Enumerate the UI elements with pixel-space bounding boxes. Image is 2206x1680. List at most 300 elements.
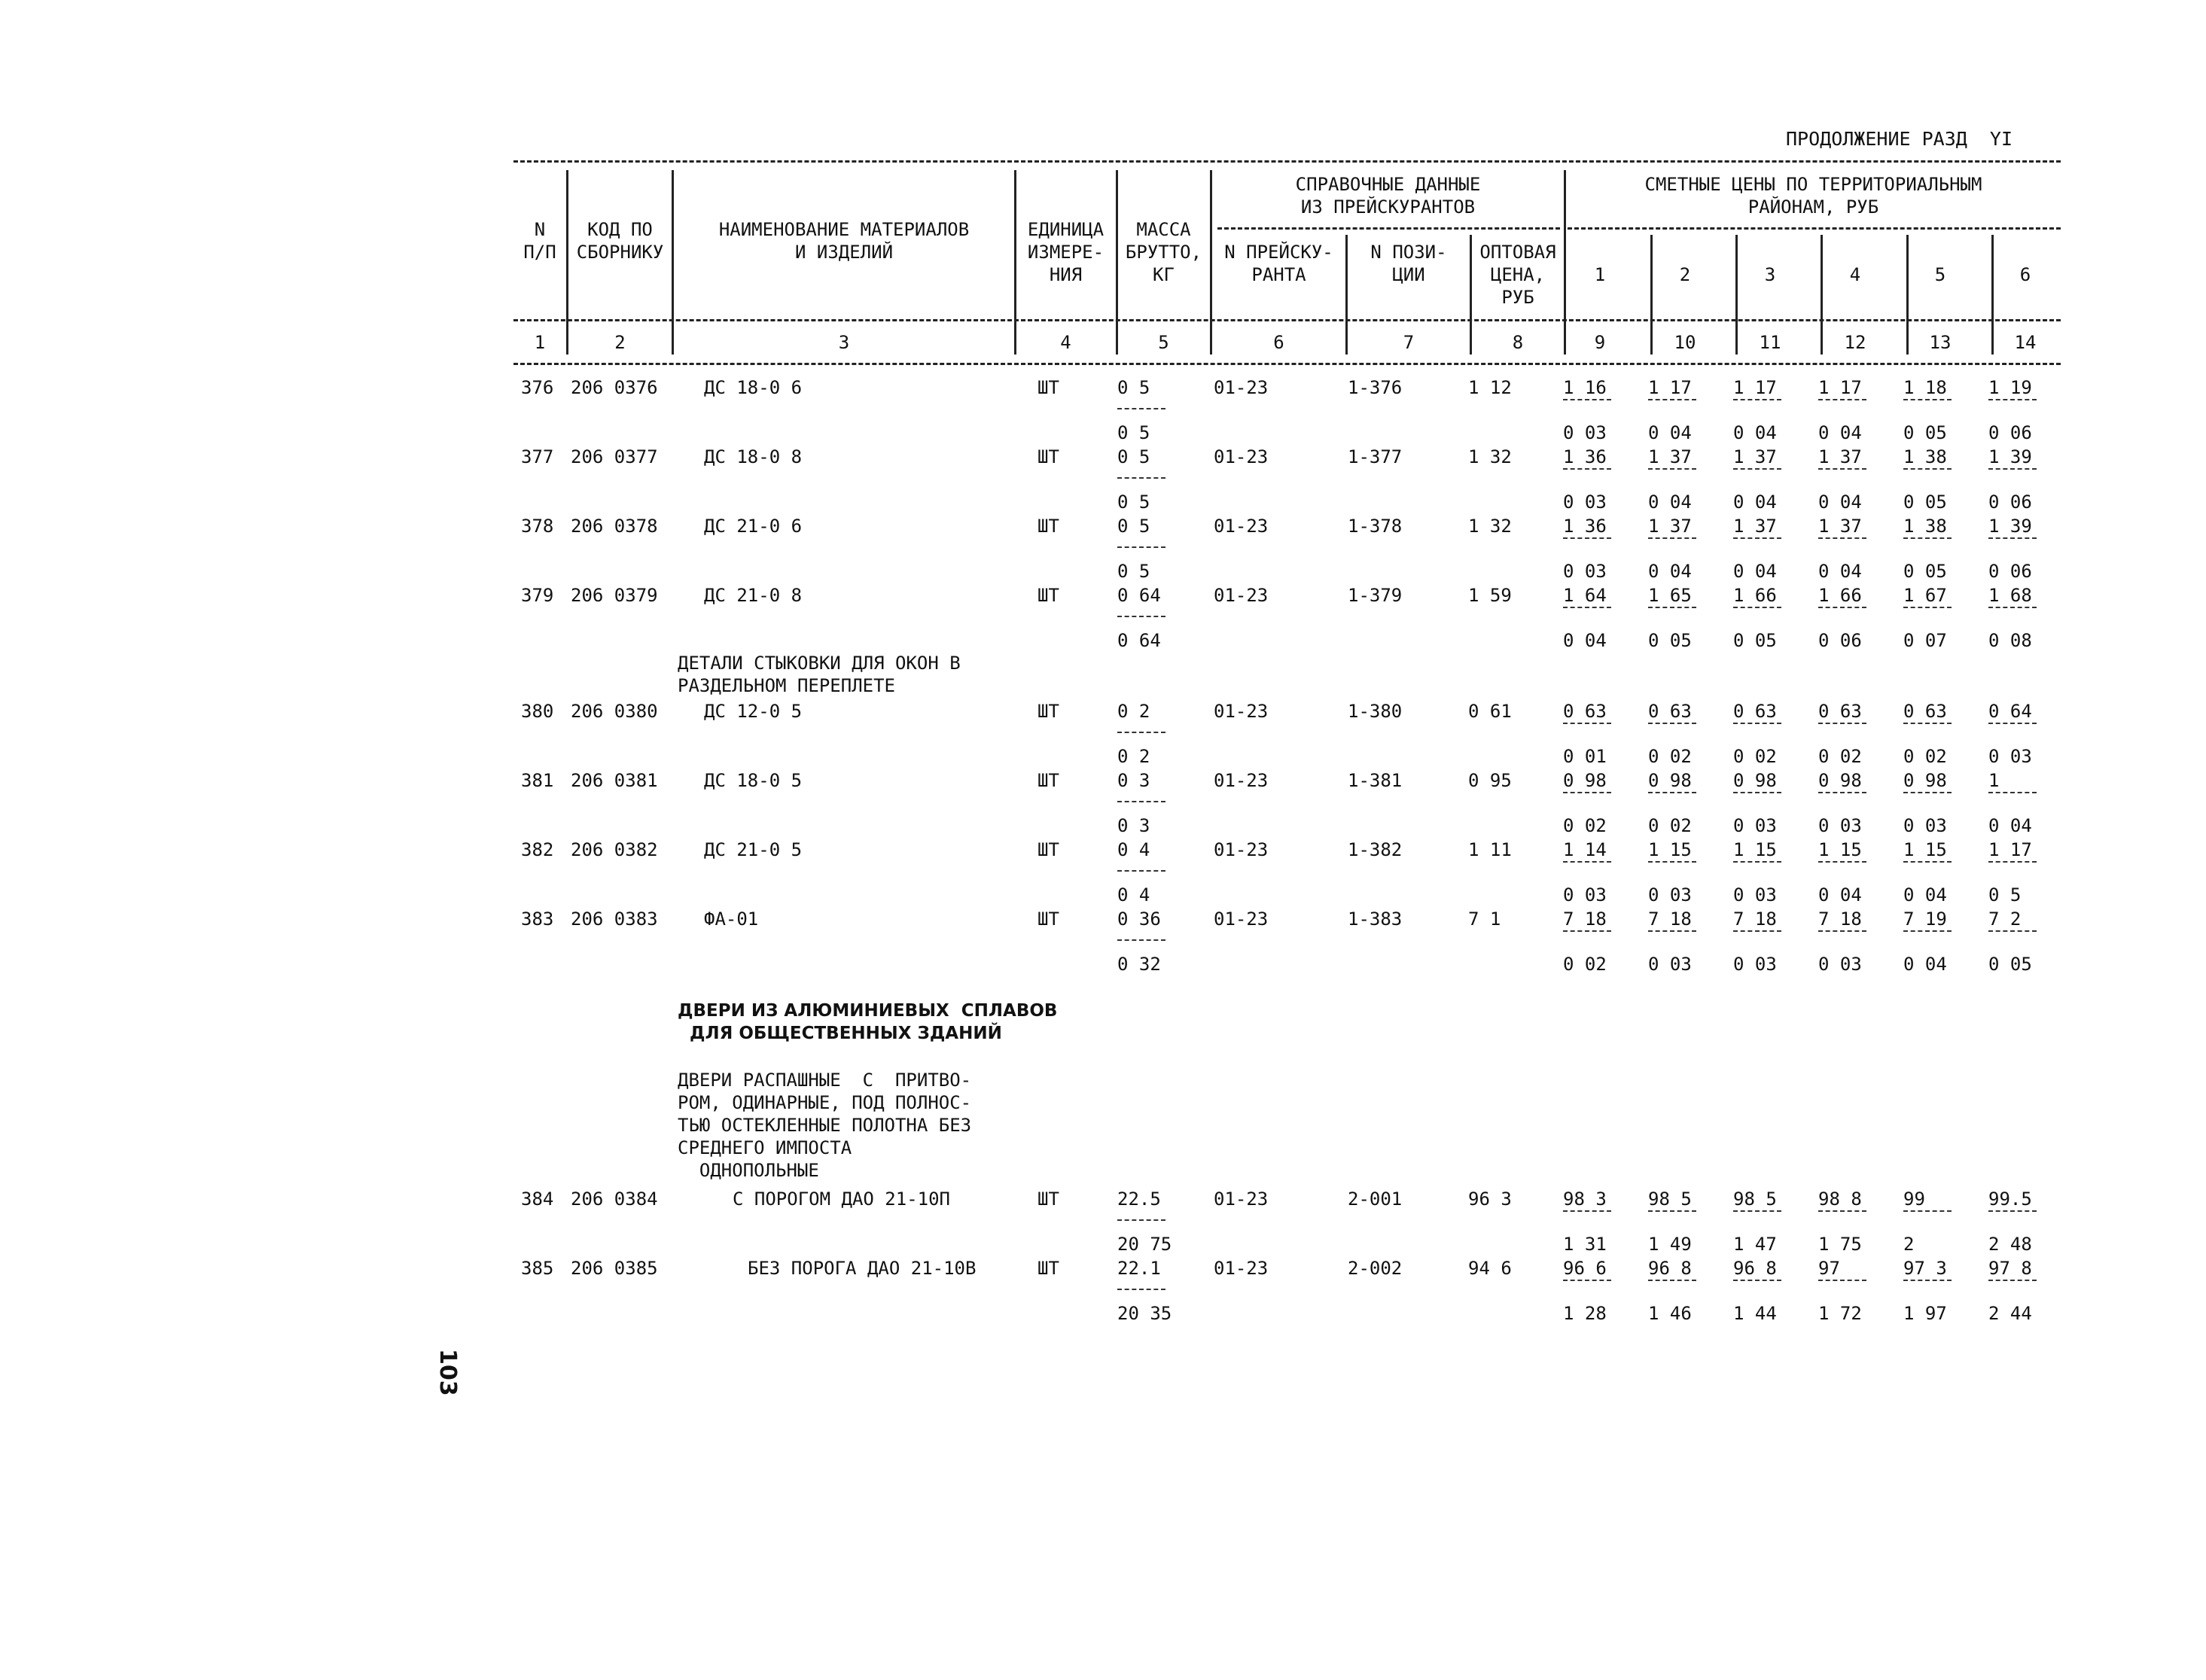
row-estimate-transport: 0 03	[1563, 422, 1607, 443]
row-pricelist: 01-23	[1214, 701, 1269, 722]
district-header: 4	[1849, 264, 1861, 285]
row-mass-net: 0 5	[1117, 422, 1150, 443]
row-name: БЕЗ ПОРОГА ДАО 21-10В	[748, 1258, 977, 1279]
district-header: 2	[1679, 264, 1691, 285]
row-estimate-transport: 0 02	[1818, 746, 1862, 767]
row-unit: ШТ	[1037, 446, 1059, 467]
fraction-rule	[1733, 1210, 1781, 1212]
fraction-rule	[1818, 930, 1866, 932]
row-code: 206 0379	[571, 585, 658, 606]
row-estimate-price: 0 98	[1818, 770, 1862, 791]
fraction-rule	[1648, 930, 1696, 932]
row-mass-net: 20 75	[1117, 1234, 1172, 1255]
fraction-rule	[1903, 792, 1952, 793]
row-name: ДС 12-0 5	[704, 701, 803, 722]
column-number: 13	[1929, 332, 1952, 353]
row-pricelist: 01-23	[1214, 839, 1269, 860]
row-position: 1-378	[1348, 516, 1403, 537]
fraction-rule	[1563, 1280, 1611, 1281]
row-estimate-price: 97 3	[1903, 1258, 1947, 1279]
column-number: 1	[534, 332, 546, 353]
district-header: 6	[2019, 264, 2031, 285]
row-estimate-price: 1 64	[1563, 585, 1607, 606]
row-estimate-transport: 0 04	[1818, 492, 1862, 513]
row-estimate-price: 0 64	[1988, 701, 2032, 722]
fraction-rule	[1988, 468, 2037, 470]
row-estimate-transport: 0 05	[1903, 422, 1947, 443]
row-estimate-price: 1 37	[1648, 516, 1692, 537]
section-text: ОДНОПОЛЬНЫЕ	[678, 1160, 819, 1181]
row-pricelist: 01-23	[1214, 1188, 1269, 1210]
header-mass: КГ	[1153, 264, 1175, 285]
row-code: 206 0378	[571, 516, 658, 537]
section-text: ДЕТАЛИ СТЫКОВКИ ДЛЯ ОКОН В	[678, 653, 961, 674]
row-mass: 0 4	[1117, 839, 1150, 860]
fraction-rule	[1818, 1210, 1866, 1212]
row-estimate-price: 1 14	[1563, 839, 1607, 860]
fraction-rule	[1648, 537, 1696, 539]
fraction-rule	[1648, 607, 1696, 608]
fraction-rule	[1648, 861, 1696, 863]
row-estimate-transport: 1 97	[1903, 1303, 1947, 1324]
fraction-rule	[1818, 607, 1866, 608]
row-position: 2-001	[1348, 1188, 1403, 1210]
row-estimate-transport: 0 04	[1903, 884, 1947, 905]
fraction-rule	[1563, 537, 1611, 539]
row-position: 1-377	[1348, 446, 1403, 467]
est-group-rule	[1568, 227, 2061, 230]
row-wholesale-price: 1 32	[1468, 516, 1512, 537]
row-mass: 0 64	[1117, 585, 1161, 606]
fraction-rule	[1818, 399, 1866, 400]
fraction-rule	[1648, 468, 1696, 470]
fraction-rule	[1988, 1210, 2037, 1212]
row-estimate-price: 96 6	[1563, 1258, 1607, 1279]
header-pricelist: N ПРЕЙСКУ-	[1224, 242, 1333, 263]
row-estimate-price: 98 5	[1733, 1188, 1777, 1210]
row-wholesale-price: 1 11	[1468, 839, 1512, 860]
row-mass-net: 20 35	[1117, 1303, 1172, 1324]
fraction-rule	[1563, 930, 1611, 932]
header-name: И ИЗДЕЛИЙ	[794, 242, 894, 263]
fraction-rule	[1818, 537, 1866, 539]
row-number: 385	[521, 1258, 554, 1279]
row-pricelist: 01-23	[1214, 446, 1269, 467]
row-mass-net: 0 5	[1117, 492, 1150, 513]
row-mass: 22.1	[1117, 1258, 1161, 1279]
row-estimate-transport: 0 02	[1648, 746, 1692, 767]
fraction-rule	[1733, 468, 1781, 470]
row-unit: ШТ	[1037, 839, 1059, 860]
fraction-rule	[1563, 607, 1611, 608]
header-name: НАИМЕНОВАНИЕ МАТЕРИАЛОВ	[718, 219, 970, 240]
column-number: 8	[1512, 332, 1524, 353]
row-estimate-price: 0 63	[1733, 701, 1777, 722]
row-estimate-transport: 0 08	[1988, 630, 2032, 651]
section-heading: ДЛЯ ОБЩЕСТВЕННЫХ ЗДАНИЙ	[678, 1024, 1002, 1043]
row-estimate-price: 1 15	[1733, 839, 1777, 860]
row-estimate-price: 1 37	[1818, 446, 1862, 467]
column-number: 10	[1674, 332, 1696, 353]
row-estimate-price: 96 8	[1733, 1258, 1777, 1279]
row-estimate-price: 1 37	[1648, 446, 1692, 467]
district-header: 1	[1594, 264, 1606, 285]
header-position: N ПОЗИ-	[1370, 242, 1447, 263]
row-estimate-price: 7 18	[1563, 908, 1607, 930]
row-mass: 22.5	[1117, 1188, 1161, 1210]
row-estimate-transport: 0 5	[1988, 884, 2022, 905]
row-mass: 0 5	[1117, 446, 1150, 467]
fraction-rule	[1117, 1289, 1165, 1290]
district-header: 5	[1934, 264, 1946, 285]
row-code: 206 0385	[571, 1258, 658, 1279]
row-unit: ШТ	[1037, 770, 1059, 791]
fraction-rule	[1733, 399, 1781, 400]
continuation-label: ПРОДОЛЖЕНИЕ РАЗД YI	[1786, 128, 2013, 150]
fraction-rule	[1648, 1280, 1696, 1281]
row-estimate-price: 0 98	[1648, 770, 1692, 791]
row-estimate-price: 7 19	[1903, 908, 1947, 930]
section-text: ТЬЮ ОСТЕКЛЕННЫЕ ПОЛОТНА БЕЗ	[678, 1115, 972, 1136]
row-mass-net: 0 4	[1117, 884, 1150, 905]
header-unit: НИЯ	[1049, 264, 1083, 285]
fraction-rule	[1117, 616, 1165, 617]
row-estimate-price: 1 15	[1818, 839, 1862, 860]
fraction-rule	[1563, 1210, 1611, 1212]
row-estimate-transport: 0 03	[1903, 815, 1947, 836]
row-estimate-price: 1 36	[1563, 446, 1607, 467]
row-mass-net: 0 3	[1117, 815, 1150, 836]
row-estimate-transport: 0 04	[1648, 422, 1692, 443]
row-estimate-transport: 0 05	[1903, 492, 1947, 513]
row-number: 381	[521, 770, 554, 791]
header-unit: ЕДИНИЦА	[1027, 219, 1105, 240]
row-estimate-price: 96 8	[1648, 1258, 1692, 1279]
row-position: 1-383	[1348, 908, 1403, 930]
row-position: 1-382	[1348, 839, 1403, 860]
row-estimate-transport: 0 03	[1563, 561, 1607, 582]
row-pricelist: 01-23	[1214, 908, 1269, 930]
row-unit: ШТ	[1037, 1188, 1059, 1210]
row-estimate-transport: 0 03	[1648, 884, 1692, 905]
row-unit: ШТ	[1037, 908, 1059, 930]
row-number: 384	[521, 1188, 554, 1210]
row-estimate-price: 98 8	[1818, 1188, 1862, 1210]
row-estimate-price: 7 18	[1733, 908, 1777, 930]
row-estimate-price: 97 8	[1988, 1258, 2032, 1279]
row-estimate-transport: 0 04	[1988, 815, 2032, 836]
column-number: 5	[1158, 332, 1169, 353]
row-estimate-transport: 1 49	[1648, 1234, 1692, 1255]
row-estimate-transport: 0 02	[1648, 815, 1692, 836]
fraction-rule	[1117, 870, 1165, 872]
row-estimate-transport: 0 03	[1818, 815, 1862, 836]
ref-group-rule	[1217, 227, 1560, 230]
row-estimate-transport: 0 03	[1563, 492, 1607, 513]
row-estimate-price: 7 18	[1818, 908, 1862, 930]
row-estimate-price: 1 37	[1733, 446, 1777, 467]
row-estimate-price: 1 17	[1818, 377, 1862, 398]
row-estimate-price: 1	[1988, 770, 2000, 791]
row-estimate-price: 7 2	[1988, 908, 2022, 930]
row-estimate-transport: 0 04	[1733, 561, 1777, 582]
fraction-rule	[1733, 607, 1781, 608]
row-estimate-transport: 0 03	[1563, 884, 1607, 905]
row-code: 206 0381	[571, 770, 658, 791]
header-code: СБОРНИКУ	[576, 242, 664, 263]
row-estimate-transport: 0 05	[1733, 630, 1777, 651]
row-wholesale-price: 1 12	[1468, 377, 1512, 398]
row-estimate-transport: 0 06	[1818, 630, 1862, 651]
colnum-bottom-rule	[513, 363, 2061, 365]
row-estimate-price: 99.5	[1988, 1188, 2032, 1210]
row-estimate-price: 1 16	[1563, 377, 1607, 398]
fraction-rule	[1733, 1280, 1781, 1281]
header-position: ЦИИ	[1392, 264, 1425, 285]
row-estimate-transport: 1 75	[1818, 1234, 1862, 1255]
row-estimate-transport: 0 03	[1733, 954, 1777, 975]
fraction-rule	[1988, 792, 2037, 793]
row-name: ДС 21-0 8	[704, 585, 803, 606]
row-wholesale-price: 1 32	[1468, 446, 1512, 467]
row-estimate-transport: 2 48	[1988, 1234, 2032, 1255]
fraction-rule	[1988, 861, 2037, 863]
row-mass-net: 0 5	[1117, 561, 1150, 582]
fraction-rule	[1117, 477, 1165, 479]
row-pricelist: 01-23	[1214, 585, 1269, 606]
row-estimate-transport: 0 06	[1988, 492, 2032, 513]
row-estimate-transport: 0 07	[1903, 630, 1947, 651]
fraction-rule	[1903, 607, 1952, 608]
fraction-rule	[1903, 1210, 1952, 1212]
fraction-rule	[1988, 930, 2037, 932]
fraction-rule	[1563, 399, 1611, 400]
row-estimate-price: 0 63	[1563, 701, 1607, 722]
row-estimate-transport: 0 02	[1903, 746, 1947, 767]
row-estimate-price: 98 3	[1563, 1188, 1607, 1210]
row-estimate-transport: 0 04	[1903, 954, 1947, 975]
row-estimate-price: 1 67	[1903, 585, 1947, 606]
row-estimate-price: 0 98	[1563, 770, 1607, 791]
row-wholesale-price: 94 6	[1468, 1258, 1512, 1279]
column-number: 4	[1060, 332, 1071, 353]
section-heading: ДВЕРИ ИЗ АЛЮМИНИЕВЫХ СПЛАВОВ	[678, 1001, 1058, 1021]
header-bottom-rule	[513, 319, 2061, 321]
fraction-rule	[1733, 930, 1781, 932]
row-estimate-transport: 0 04	[1733, 492, 1777, 513]
table-top-rule	[513, 160, 2061, 163]
section-text: СРЕДНЕГО ИМПОСТА	[678, 1137, 852, 1158]
fraction-rule	[1903, 1280, 1952, 1281]
row-estimate-transport: 0 01	[1563, 746, 1607, 767]
row-estimate-price: 0 63	[1818, 701, 1862, 722]
row-estimate-transport: 2 44	[1988, 1303, 2032, 1324]
fraction-rule	[1818, 468, 1866, 470]
fraction-rule	[1818, 1280, 1866, 1281]
row-estimate-transport: 0 05	[1648, 630, 1692, 651]
fraction-rule	[1903, 930, 1952, 932]
fraction-rule	[1988, 1280, 2037, 1281]
fraction-rule	[1117, 801, 1165, 802]
row-estimate-price: 1 17	[1648, 377, 1692, 398]
row-estimate-price: 0 98	[1733, 770, 1777, 791]
row-estimate-transport: 0 04	[1648, 492, 1692, 513]
column-number: 9	[1594, 332, 1606, 353]
fraction-rule	[1903, 861, 1952, 863]
fraction-rule	[1563, 861, 1611, 863]
row-estimate-transport: 0 02	[1563, 954, 1607, 975]
row-code: 206 0380	[571, 701, 658, 722]
row-estimate-price: 1 15	[1903, 839, 1947, 860]
row-estimate-price: 99	[1903, 1188, 1925, 1210]
row-estimate-price: 1 15	[1648, 839, 1692, 860]
page-number: 103	[434, 1349, 461, 1396]
row-name: С ПОРОГОМ ДАО 21-10П	[733, 1188, 950, 1210]
row-estimate-transport: 1 44	[1733, 1303, 1777, 1324]
header-unit: ИЗМЕРЕ-	[1027, 242, 1105, 263]
row-pricelist: 01-23	[1214, 770, 1269, 791]
fraction-rule	[1818, 861, 1866, 863]
fraction-rule	[1903, 399, 1952, 400]
column-number: 11	[1759, 332, 1781, 353]
row-number: 378	[521, 516, 554, 537]
row-pricelist: 01-23	[1214, 1258, 1269, 1279]
fraction-rule	[1733, 861, 1781, 863]
header-n: П/П	[523, 242, 556, 263]
fraction-rule	[1903, 723, 1952, 724]
row-code: 206 0376	[571, 377, 658, 398]
header-wholesale: РУБ	[1501, 287, 1534, 308]
row-code: 206 0382	[571, 839, 658, 860]
fraction-rule	[1818, 792, 1866, 793]
fraction-rule	[1988, 537, 2037, 539]
column-number: 6	[1273, 332, 1284, 353]
fraction-rule	[1648, 1210, 1696, 1212]
row-estimate-transport: 0 05	[1903, 561, 1947, 582]
row-mass-net: 0 2	[1117, 746, 1150, 767]
row-wholesale-price: 7 1	[1468, 908, 1501, 930]
row-estimate-transport: 1 28	[1563, 1303, 1607, 1324]
header-ref-group: ИЗ ПРЕЙСКУРАНТОВ	[1300, 196, 1476, 218]
row-estimate-price: 1 17	[1733, 377, 1777, 398]
row-position: 1-381	[1348, 770, 1403, 791]
fraction-rule	[1563, 468, 1611, 470]
row-number: 383	[521, 908, 554, 930]
row-estimate-transport: 0 03	[1818, 954, 1862, 975]
fraction-rule	[1563, 792, 1611, 793]
header-code: КОД ПО	[587, 219, 653, 240]
row-estimate-transport: 0 03	[1988, 746, 2032, 767]
row-mass-net: 0 64	[1117, 630, 1161, 651]
district-header: 3	[1764, 264, 1776, 285]
row-code: 206 0377	[571, 446, 658, 467]
row-code: 206 0383	[571, 908, 658, 930]
row-estimate-price: 1 19	[1988, 377, 2032, 398]
row-number: 380	[521, 701, 554, 722]
row-estimate-price: 1 38	[1903, 446, 1947, 467]
row-mass: 0 5	[1117, 516, 1150, 537]
row-estimate-price: 1 66	[1733, 585, 1777, 606]
row-unit: ШТ	[1037, 516, 1059, 537]
column-number: 14	[2014, 332, 2037, 353]
row-estimate-transport: 2	[1903, 1234, 1915, 1255]
section-text: ДВЕРИ РАСПАШНЫЕ С ПРИТВО-	[678, 1070, 972, 1091]
row-position: 1-379	[1348, 585, 1403, 606]
row-estimate-price: 1 37	[1733, 516, 1777, 537]
row-estimate-transport: 0 02	[1563, 815, 1607, 836]
row-name: ДС 21-0 6	[704, 516, 803, 537]
row-pricelist: 01-23	[1214, 377, 1269, 398]
row-estimate-transport: 0 03	[1733, 884, 1777, 905]
row-mass: 0 36	[1117, 908, 1161, 930]
fraction-rule	[1903, 537, 1952, 539]
row-estimate-price: 1 38	[1903, 516, 1947, 537]
row-estimate-transport: 0 04	[1818, 884, 1862, 905]
header-wholesale: ОПТОВАЯ	[1479, 242, 1556, 263]
header-mass: МАССА	[1136, 219, 1191, 240]
row-wholesale-price: 1 59	[1468, 585, 1512, 606]
row-position: 1-376	[1348, 377, 1403, 398]
section-text: РАЗДЕЛЬНОМ ПЕРЕПЛЕТЕ	[678, 675, 895, 696]
row-estimate-transport: 1 72	[1818, 1303, 1862, 1324]
fraction-rule	[1117, 408, 1165, 409]
row-estimate-transport: 0 04	[1563, 630, 1607, 651]
row-name: ДС 18-0 6	[704, 377, 803, 398]
column-number: 3	[838, 332, 850, 353]
row-estimate-transport: 0 06	[1988, 561, 2032, 582]
column-number: 7	[1403, 332, 1415, 353]
row-estimate-price: 7 18	[1648, 908, 1692, 930]
fraction-rule	[1733, 723, 1781, 724]
row-mass: 0 2	[1117, 701, 1150, 722]
row-unit: ШТ	[1037, 377, 1059, 398]
fraction-rule	[1117, 939, 1165, 941]
row-number: 382	[521, 839, 554, 860]
fraction-rule	[1818, 723, 1866, 724]
column-number: 12	[1844, 332, 1866, 353]
column-number: 2	[614, 332, 626, 353]
header-n: N	[534, 219, 546, 240]
row-code: 206 0384	[571, 1188, 658, 1210]
fraction-rule	[1733, 792, 1781, 793]
row-estimate-price: 1 68	[1988, 585, 2032, 606]
row-estimate-price: 1 37	[1818, 516, 1862, 537]
fraction-rule	[1988, 399, 2037, 400]
row-estimate-price: 1 36	[1563, 516, 1607, 537]
fraction-rule	[1117, 546, 1165, 548]
row-estimate-price: 97	[1818, 1258, 1840, 1279]
header-est-group: РАЙОНАМ, РУБ	[1747, 196, 1879, 218]
row-estimate-transport: 0 04	[1818, 422, 1862, 443]
row-mass: 0 3	[1117, 770, 1150, 791]
row-estimate-price: 1 39	[1988, 446, 2032, 467]
fraction-rule	[1903, 468, 1952, 470]
fraction-rule	[1117, 1219, 1165, 1221]
row-estimate-price: 0 98	[1903, 770, 1947, 791]
row-name: ДС 18-0 8	[704, 446, 803, 467]
row-wholesale-price: 0 61	[1468, 701, 1512, 722]
row-wholesale-price: 96 3	[1468, 1188, 1512, 1210]
row-unit: ШТ	[1037, 701, 1059, 722]
row-estimate-transport: 0 04	[1648, 561, 1692, 582]
row-number: 379	[521, 585, 554, 606]
row-name: ФА-01	[704, 908, 759, 930]
row-estimate-transport: 0 05	[1988, 954, 2032, 975]
row-estimate-transport: 0 04	[1818, 561, 1862, 582]
header-ref-group: СПРАВОЧНЫЕ ДАННЫЕ	[1295, 174, 1481, 195]
fraction-rule	[1733, 537, 1781, 539]
header-mass: БРУТТО,	[1125, 242, 1202, 263]
